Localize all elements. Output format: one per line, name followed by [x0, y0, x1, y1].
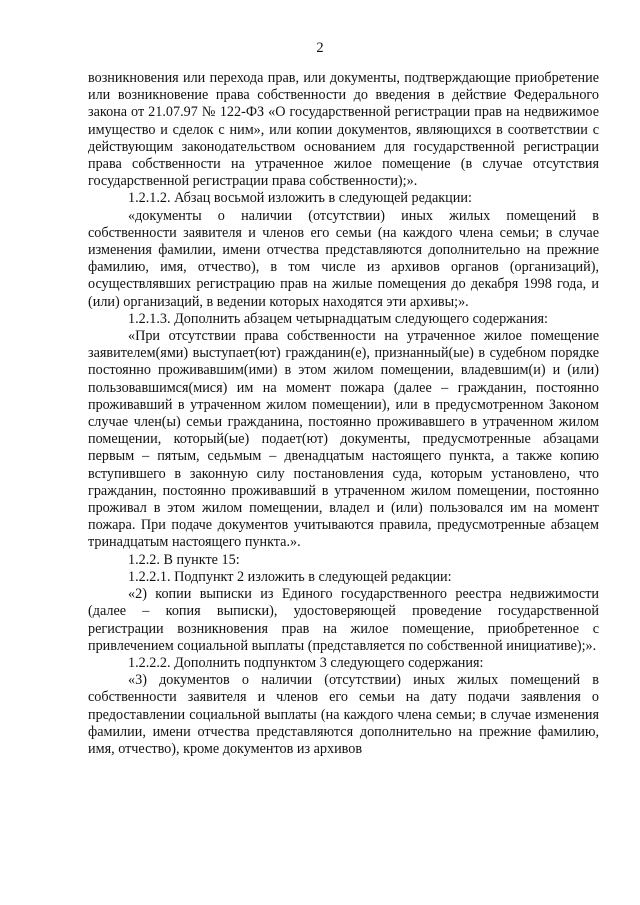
paragraph-1-2-2-2-heading: 1.2.2.2. Дополнить подпунктом 3 следующего содержания: — [128, 654, 484, 671]
paragraph-subpoint-3: «3) документов о наличии (отсутствии) иных жилых помещений в собственности заявителя и членов его семьи на дату подачи заявления о предоставлении социальной выплаты (на каждого члена семьи; в случае изменения фамилии, имени отчества представляются дополнительно на прежние фамилию, имя, отчество), кроме документов из архивов — [88, 672, 599, 757]
paragraph-continuation: возникновения или перехода прав, или документы, подтверждающие приобретение или возникновение права собственности до введения в действие Федерального закона от 21.07.97 № 122-ФЗ «О государственной регистрации прав на недвижимое имущество и сделок с ним», или копии документов, являющихся в соответствии с действующим законодательством основанием для государственной регистрации права собственности на утраченное жилое помещение (в случае отсутствия государственной регистрации права собственности);». — [88, 70, 599, 190]
paragraph-absence-of-ownership: «При отсутствии права собственности на утраченное жилое помещение заявителем(ями) выступает(ют) гражданин(е), признанный(ые) в судебном порядке постоянно проживавшим(ими) в этом жилом помещении, владевшим(и) и (или) пользовавшимся(мися) им на момент пожара (далее – гражданин, постоянно проживавший в утраченном жилом помещении), или в предусмотренном Законом случае член(ы) семьи гражданина, постоянно проживавшего в утраченном жилом помещении, который(ые) подает(ют) документы, предусмотренные абзацами первым – пятым, седьмым – двенадцатым настоящего пункта, а также копию вступившего в законную силу постановления суда, которым установлено, что гражданин, постоянно проживавший в утраченном жилом помещении, постоянно проживал в этом жилом помещении, владел и (или) пользовался им на момент пожара. При подаче документов учитываются правила, предусмотренные абзацем тринадцатым настоящего пункта.». — [88, 328, 599, 551]
paragraph-1-2-1-2-heading: 1.2.1.2. Абзац восьмой изложить в следующей редакции: — [128, 190, 472, 207]
paragraph-1-2-2-heading: 1.2.2. В пункте 15: — [128, 551, 240, 568]
paragraph-1-2-2-1-heading: 1.2.2.1. Подпункт 2 изложить в следующей редакции: — [128, 568, 452, 585]
document-body — [88, 70, 599, 758]
paragraph-1-2-1-3-heading: 1.2.1.3. Дополнить абзацем четырнадцатым следующего содержания: — [128, 310, 548, 327]
page-number: 2 — [316, 40, 324, 56]
paragraph-subpoint-2: «2) копии выписки из Единого государственного реестра недвижимости (далее – копия выписки), удостоверяющей проведение государственной регистрации возникновения прав на жилое помещение, приобретенное с привлечением социальной выплаты (представляется по собственной инициативе);». — [88, 586, 599, 654]
paragraph-documents-availability: «документы о наличии (отсутствии) иных жилых помещений в собственности заявителя и членов его семьи (на каждого члена семьи; в случае изменения фамилии, имени отчества представляются дополнительно на прежние фамилию, имя, отчество), в том числе из архивов органов (организаций), осуществлявших регистрацию прав на жилые помещения до декабря 1998 года, и (или) организаций, в ведении которых находятся эти архивы;». — [88, 207, 599, 310]
